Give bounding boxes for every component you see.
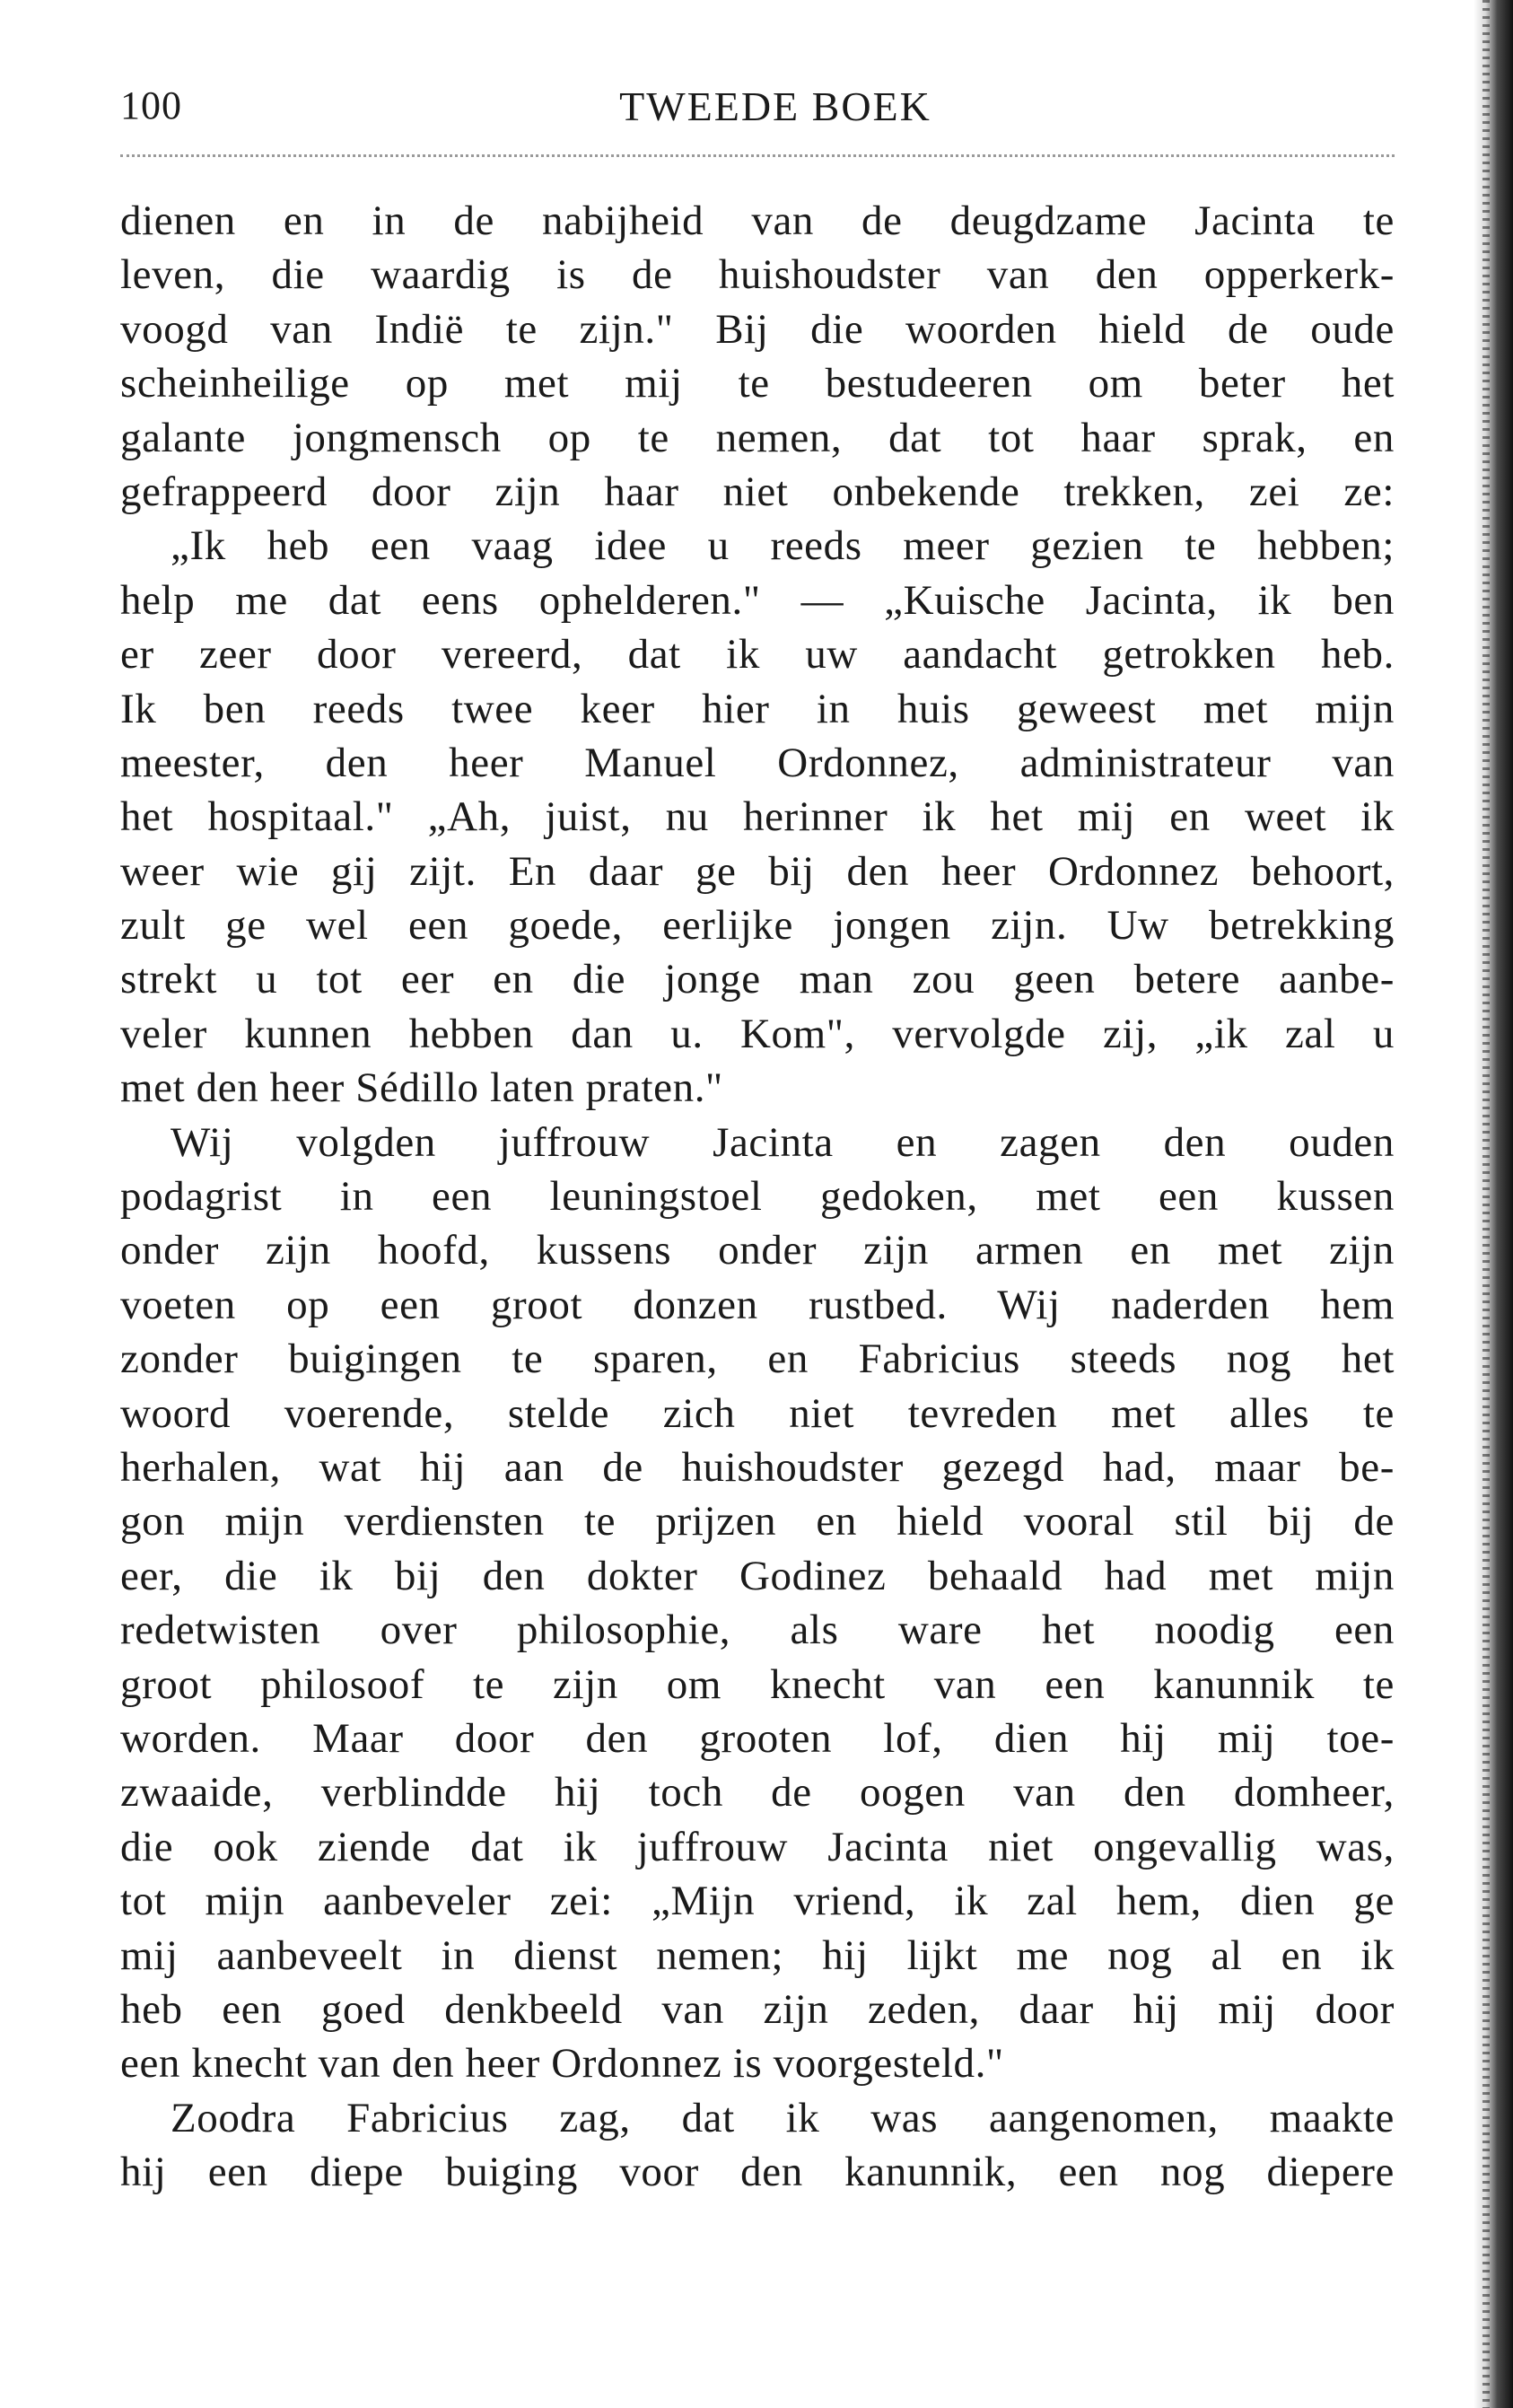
text-line: galante jongmensch op te nemen, dat tot haar sprak, en (120, 414, 1395, 461)
text-line: voeten op een groot donzen rustbed. Wij naderden hem (120, 1281, 1395, 1328)
text-line: voogd van Indië te zijn." Bij die woorden hield de oude (120, 305, 1395, 353)
text-line: redetwisten over philosophie, als ware het noodig een (120, 1607, 1395, 1654)
text-line: zult ge wel een goede, eerlijke jongen zijn. Uw betrekking (120, 902, 1395, 950)
text-line: veler kunnen hebben dan u. Kom", vervolgde zij, „ik zal u (120, 1010, 1395, 1057)
text-line: zonder buigingen te sparen, en Fabricius steeds nog het (120, 1335, 1395, 1383)
text-line: strekt u tot eer en die jonge man zou geen betere aanbe- (120, 956, 1395, 1003)
text-line: dienen en in de nabijheid van de deugdzame Jacinta te (120, 197, 1395, 244)
header-rule (120, 154, 1395, 157)
text-line: podagrist in een leuningstoel gedoken, met een kussen (120, 1173, 1395, 1221)
text-line: met den heer Sédillo laten praten." (120, 1064, 723, 1112)
text-line: Wij volgden juffrouw Jacinta en zagen den ouden (171, 1118, 1395, 1166)
text-line: woord voerende, stelde zich niet tevreden met alles te (120, 1389, 1395, 1437)
text-line: herhalen, wat hij aan de huishoudster gezegd had, maar be- (120, 1443, 1395, 1491)
text-line: gefrappeerd door zijn haar niet onbekende trekken, zei ze: (120, 468, 1395, 515)
text-line: „Ik heb een vaag idee u reeds meer gezien te hebben; (171, 522, 1395, 570)
running-title: TWEEDE BOEK (619, 83, 931, 129)
text-line: meester, den heer Manuel Ordonnez, administrateur van (120, 739, 1395, 786)
running-header (120, 75, 1395, 147)
text-line: er zeer door vereerd, dat ik uw aandacht getrokken heb. (120, 631, 1395, 679)
text-line: Zoodra Fabricius zag, dat ik was aangenomen, maakte (171, 2094, 1395, 2141)
text-line: het hospitaal." „Ah, juist, nu herinner ik het mij en weet ik (120, 793, 1395, 841)
text-line: weer wie gij zijt. En daar ge bij den heer Ordonnez behoort, (120, 847, 1395, 895)
text-line: onder zijn hoofd, kussens onder zijn armen en met zijn (120, 1227, 1395, 1274)
text-line: leven, die waardig is de huishoudster van den opperkerk- (120, 251, 1395, 299)
text-line: heb een goed denkbeeld van zijn zeden, daar hij mij door (120, 1985, 1395, 2033)
text-line: een knecht van den heer Ordonnez is voorgesteld." (120, 2040, 1004, 2088)
text-line: gon mijn verdiensten te prijzen en hield vooral stil bij de (120, 1498, 1395, 1545)
body-text (120, 194, 1395, 2199)
text-line: tot mijn aanbeveler zei: „Mijn vriend, ik zal hem, dien ge (120, 1878, 1395, 1925)
text-line: worden. Maar door den grooten lof, dien hij mij toe- (120, 1714, 1395, 1762)
text-line: groot philosoof te zijn om knecht van een kanunnik te (120, 1660, 1395, 1708)
text-line: scheinheilige op met mij te bestudeeren om beter het (120, 360, 1395, 407)
page-number: 100 (120, 83, 182, 127)
text-line: eer, die ik bij den dokter Godinez behaald had met mijn (120, 1552, 1395, 1599)
text-line: hij een diepe buiging voor den kanunnik, een nog diepere (120, 2149, 1395, 2196)
text-line: help me dat eens ophelderen." — „Kuische Jacinta, ik ben (120, 576, 1395, 624)
text-line: mij aanbeveelt in dienst nemen; hij lijkt me nog al en ik (120, 1931, 1395, 1979)
text-line: zwaaide, verblindde hij toch de oogen van den domheer, (120, 1769, 1395, 1817)
text-line: Ik ben reeds twee keer hier in huis geweest met mijn (120, 685, 1395, 732)
text-line: die ook ziende dat ik juffrouw Jacinta niet ongevallig was, (120, 1823, 1395, 1870)
page-binding-edge (1474, 0, 1513, 2408)
